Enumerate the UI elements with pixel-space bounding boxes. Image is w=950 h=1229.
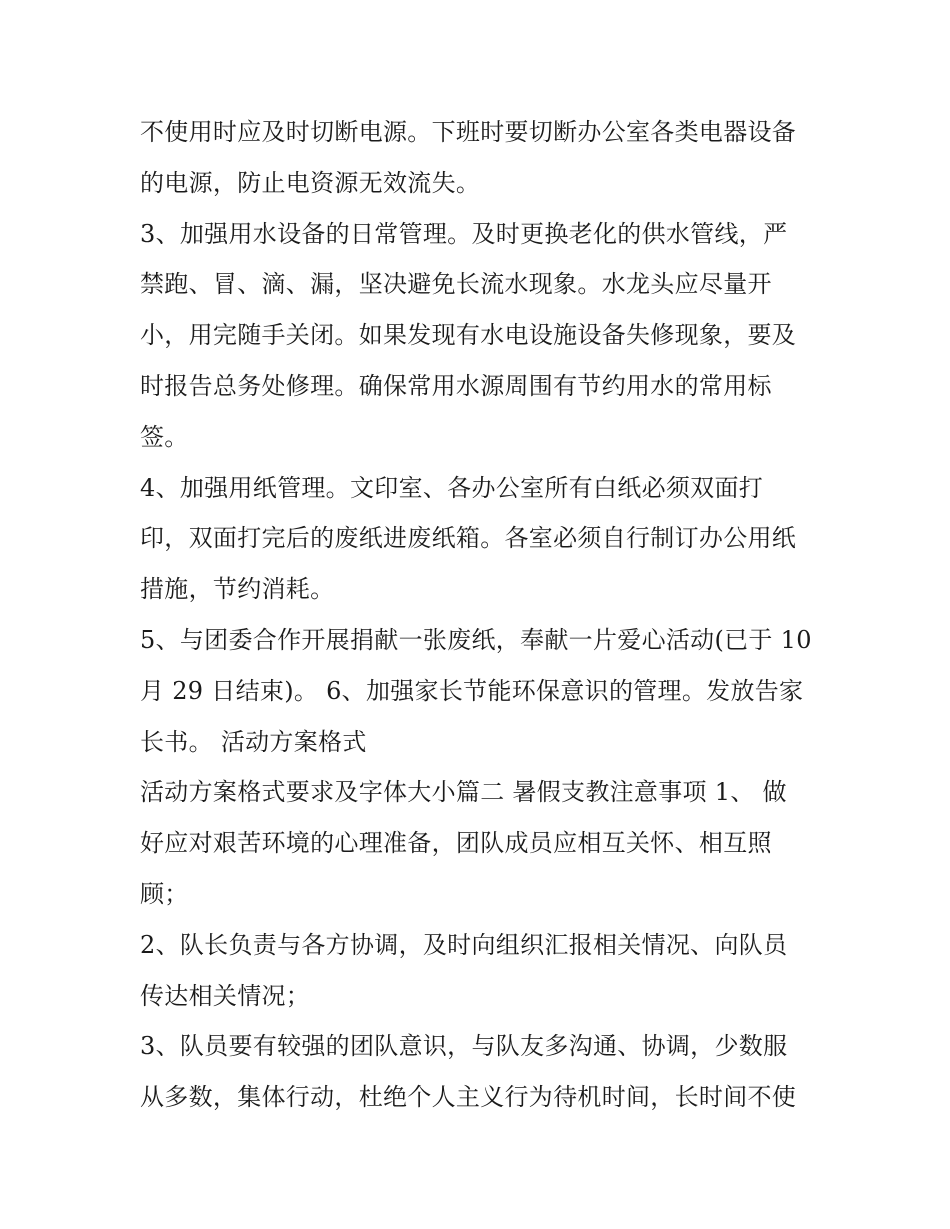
text-line: 5、与团委合作开展捐献一张废纸，奉献一片爱心活动(已于 10 xyxy=(140,625,812,654)
text-line: 2、队长负责与各方协调，及时向组织汇报相关情况、向队员 xyxy=(140,930,788,959)
text-line: 印，双面打完后的废纸进废纸箱。各室必须自行制订办公用纸 xyxy=(140,524,797,553)
text-line: 签。 xyxy=(140,422,189,451)
text-line: 措施，节约消耗。 xyxy=(140,575,335,604)
text-line: 小，用完随手关闭。如果发现有水电设施设备失修现象，要及 xyxy=(140,321,797,350)
document-body xyxy=(140,107,830,1123)
text-line: 长书。 活动方案格式 xyxy=(140,727,367,756)
text-line: 从多数，集体行动，杜绝个人主义行为待机时间，长时间不使 xyxy=(140,1083,797,1112)
text-line: 4、加强用纸管理。文印室、各办公室所有白纸必须双面打 xyxy=(140,473,764,502)
text-line: 不使用时应及时切断电源。下班时要切断办公室各类电器设备 xyxy=(140,118,797,146)
text-line: 顾； xyxy=(140,879,189,908)
text-line: 月 29 日结束)。 6、加强家长节能环保意识的管理。发放告家 xyxy=(140,676,804,705)
text-line: 的电源，防止电资源无效流失。 xyxy=(140,168,481,197)
text-line: 活动方案格式要求及字体大小篇二 暑假支教注意事项 1、 做 xyxy=(140,778,787,807)
text-line: 3、加强用水设备的日常管理。及时更换老化的供水管线，严 xyxy=(140,219,788,248)
text-line: 禁跑、冒、滴、漏，坚决避免长流水现象。水龙头应尽量开 xyxy=(140,270,772,299)
text-line: 传达相关情况； xyxy=(140,981,311,1010)
text-line: 好应对艰苦环境的心理准备，团队成员应相互关怀、相互照 xyxy=(140,829,772,858)
text-line: 3、队员要有较强的团队意识，与队友多沟通、协调，少数服 xyxy=(140,1032,788,1061)
text-line: 时报告总务处修理。确保常用水源周围有节约用水的常用标 xyxy=(140,371,772,400)
